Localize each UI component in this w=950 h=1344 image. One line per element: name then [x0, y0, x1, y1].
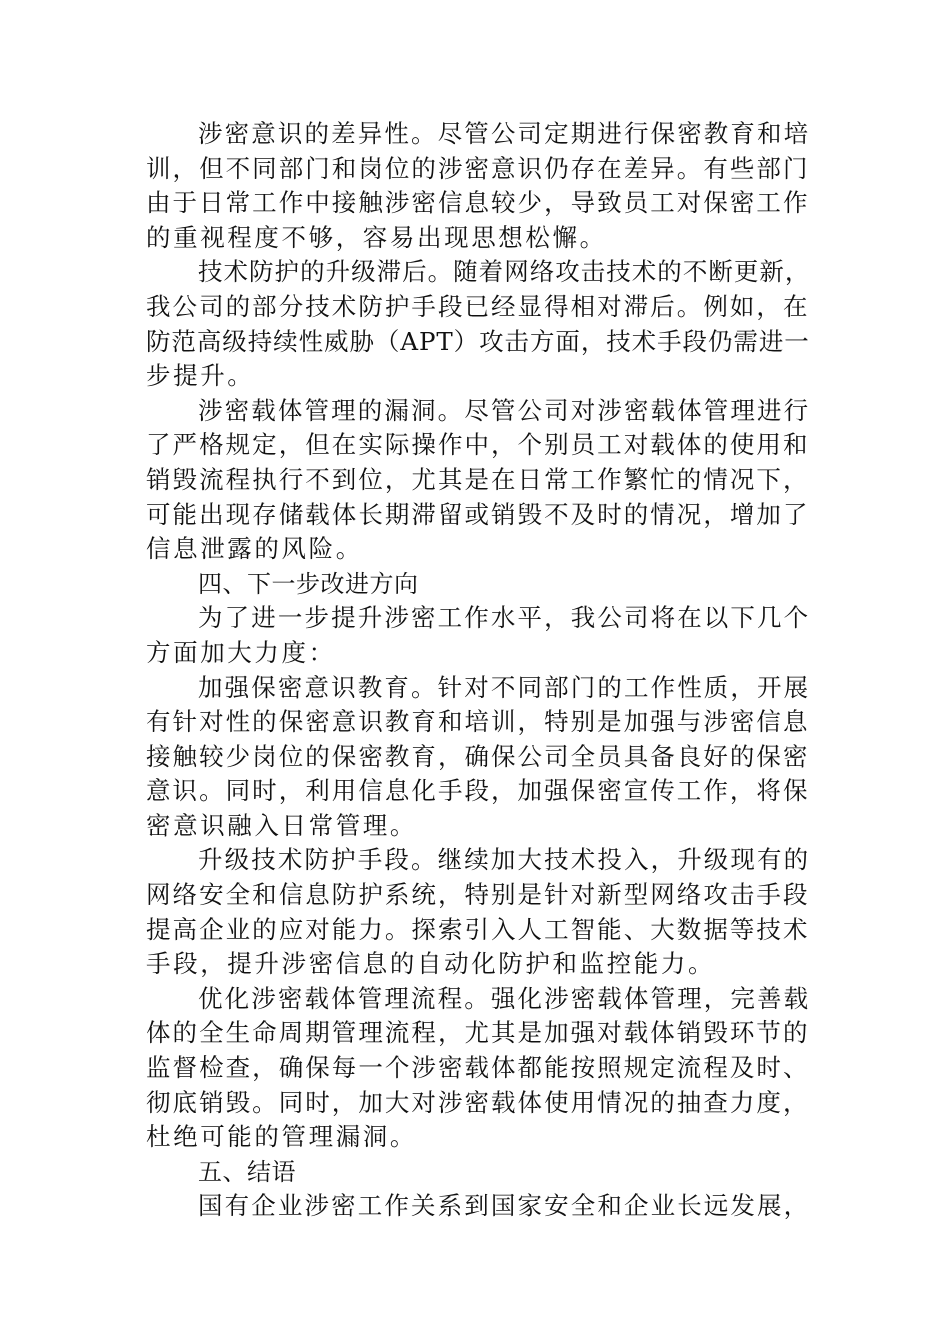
heading-text: 五、结语 [198, 1157, 296, 1186]
paragraph-line: 杜绝可能的管理漏洞。 [146, 1122, 417, 1152]
paragraph-line: 体的全生命周期管理流程，尤其是加强对载体销毁环节的 [146, 1018, 810, 1048]
document-body [146, 117, 810, 1224]
paragraph-line: 了严格规定，但在实际操作中，个别员工对载体的使用和 [146, 430, 810, 460]
paragraph-line: 国有企业涉密工作关系到国家安全和企业长远发展， [198, 1191, 811, 1221]
paragraph [146, 982, 810, 1155]
paragraph-line: 密意识融入日常管理。 [146, 810, 417, 840]
section-heading [146, 567, 810, 602]
paragraph-line: 为了进一步提升涉密工作水平，我公司将在以下几个 [198, 603, 811, 633]
paragraph-line: 监督检查，确保每一个涉密载体都能按照规定流程及时、 [146, 1053, 810, 1083]
paragraph-line: 销毁流程执行不到位，尤其是在日常工作繁忙的情况下， [146, 464, 810, 494]
paragraph-line: 信息泄露的风险。 [146, 534, 363, 564]
paragraph-line: 训，但不同部门和岗位的涉密意识仍存在差异。有些部门 [146, 153, 810, 183]
paragraph [146, 117, 810, 255]
paragraph-line: 方面加大力度： [146, 637, 336, 667]
paragraph-line: 涉密意识的差异性。尽管公司定期进行保密教育和培 [198, 119, 811, 148]
paragraph-line: 接触较少岗位的保密教育，确保公司全员具备良好的保密 [146, 741, 810, 771]
paragraph [146, 255, 810, 393]
paragraph [146, 1189, 810, 1224]
paragraph [146, 671, 810, 844]
heading-text: 四、下一步改进方向 [198, 569, 419, 598]
paragraph-line: 加强保密意识教育。针对不同部门的工作性质，开展 [198, 672, 811, 702]
paragraph-line: 由于日常工作中接触涉密信息较少，导致员工对保密工作 [146, 188, 810, 218]
paragraph-line: 升级技术防护手段。继续加大技术投入，升级现有的 [198, 845, 811, 875]
paragraph-line: 的重视程度不够，容易出现思想松懈。 [146, 222, 607, 252]
paragraph-line: 防范高级持续性威胁（APT）攻击方面，技术手段仍需进一 [146, 326, 810, 356]
paragraph-line: 技术防护的升级滞后。随着网络攻击技术的不断更新， [198, 257, 811, 287]
paragraph [146, 394, 810, 567]
paragraph-line: 意识。同时，利用信息化手段，加强保密宣传工作，将保 [146, 776, 810, 806]
paragraph-line: 我公司的部分技术防护手段已经显得相对滞后。例如，在 [146, 291, 810, 321]
paragraph-line: 优化涉密载体管理流程。强化涉密载体管理，完善载 [198, 983, 811, 1013]
paragraph-line: 有针对性的保密意识教育和培训，特别是加强与涉密信息 [146, 707, 810, 737]
paragraph [146, 843, 810, 981]
paragraph-line: 提高企业的应对能力。探索引入人工智能、大数据等技术 [146, 914, 810, 944]
paragraph-line: 彻底销毁。同时，加大对涉密载体使用情况的抽查力度， [146, 1087, 810, 1117]
section-heading [146, 1155, 810, 1190]
paragraph-line: 手段，提升涉密信息的自动化防护和监控能力。 [146, 949, 716, 979]
paragraph [146, 601, 810, 670]
paragraph-line: 步提升。 [146, 361, 255, 391]
paragraph-line: 涉密载体管理的漏洞。尽管公司对涉密载体管理进行 [198, 395, 811, 425]
paragraph-line: 网络安全和信息防护系统，特别是针对新型网络攻击手段 [146, 880, 810, 910]
paragraph-line: 可能出现存储载体长期滞留或销毁不及时的情况，增加了 [146, 499, 810, 529]
